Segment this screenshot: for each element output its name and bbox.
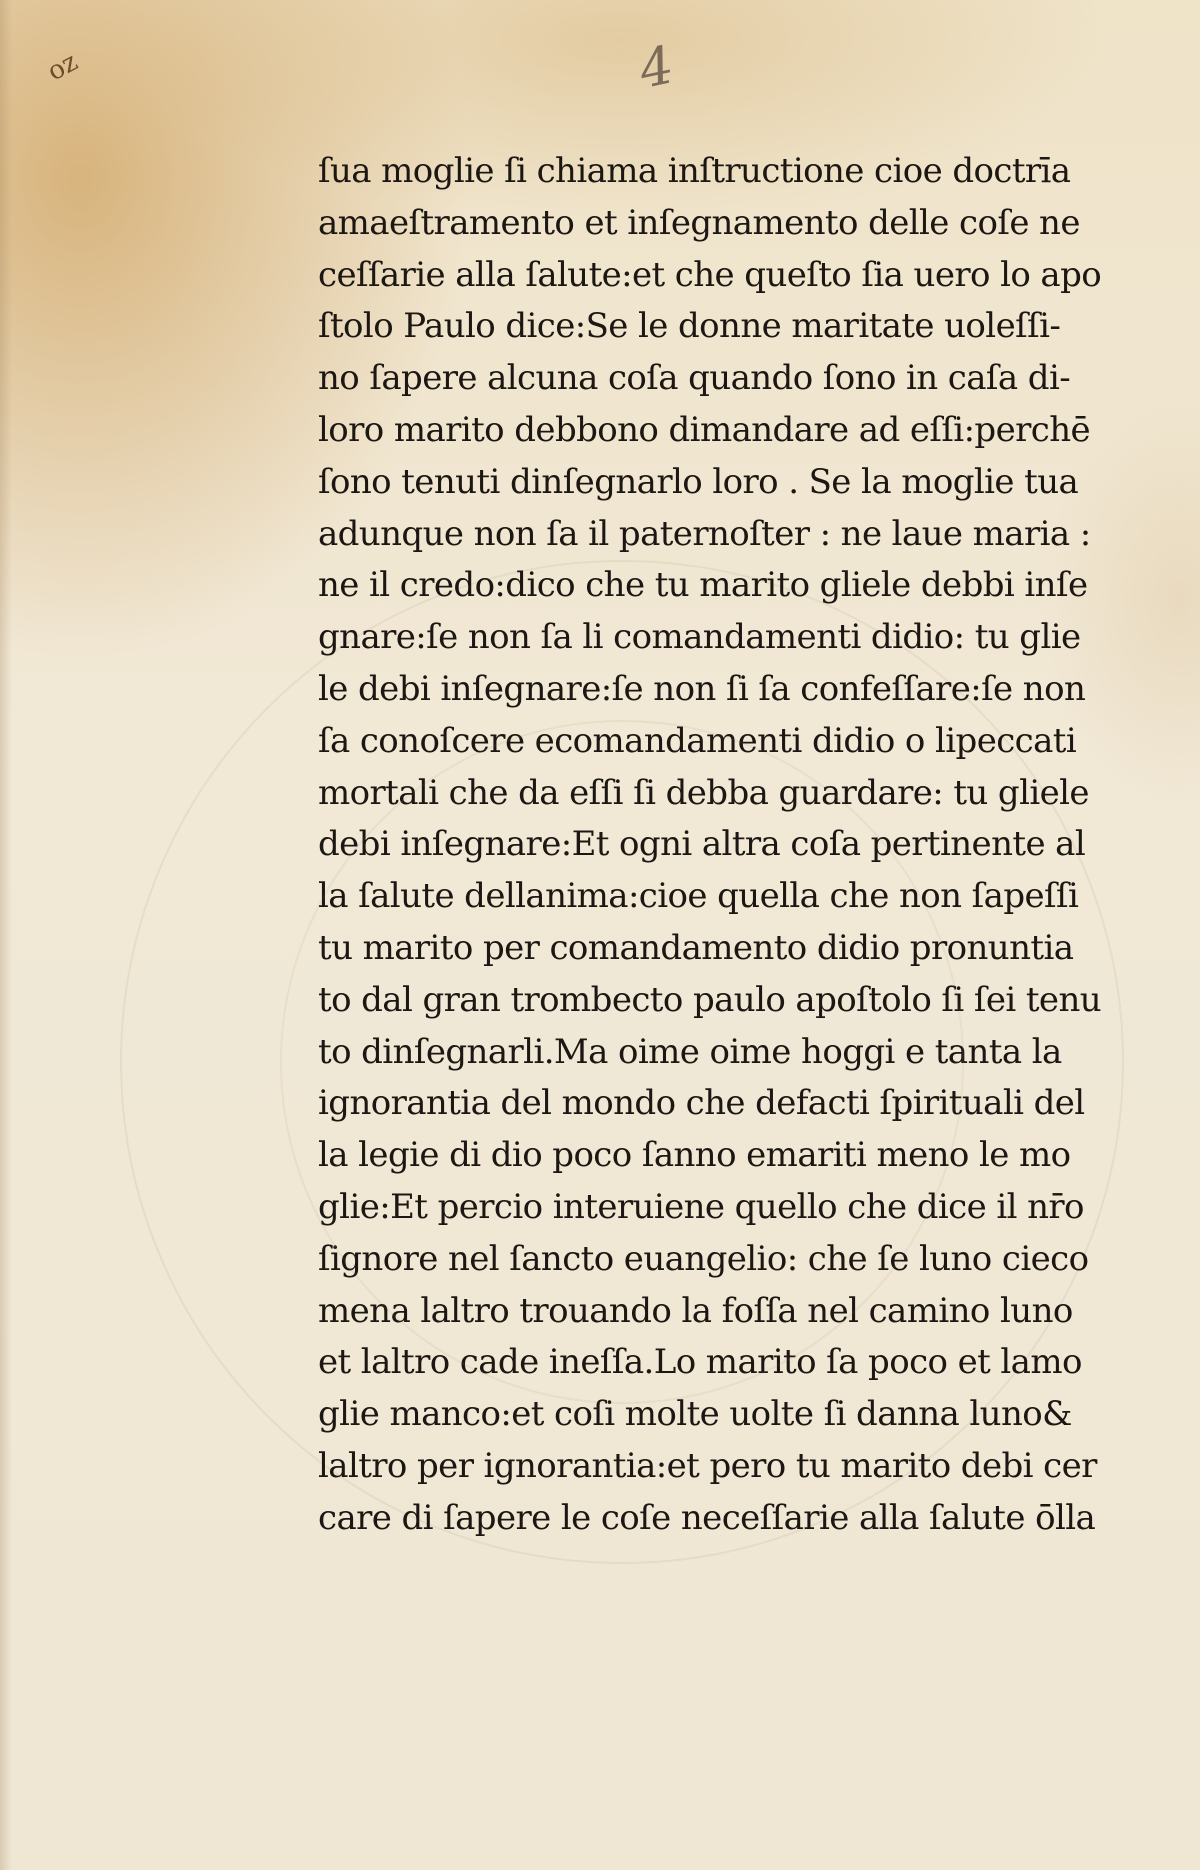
corner-annotation: oz	[42, 46, 83, 88]
text-line: to dal gran trombecto paulo apoſtolo ſi ſei tenu	[318, 979, 1102, 1020]
text-line: la legie di dio poco ſanno emariti meno le mo	[318, 1135, 1071, 1176]
text-line: laltro per ignorantia:et pero tu marito debi cer	[318, 1445, 1097, 1486]
text-line: et laltro cade ineſſa.Lo marito ſa poco et lamo	[318, 1342, 1082, 1383]
text-line: glie:Et percio interuiene quello che dice il nr̄o	[318, 1186, 1084, 1227]
text-line: loro marito debbono dimandare ad eſſi:perchē	[318, 409, 1091, 450]
text-line: debi inſegnare:Et ogni altra coſa pertinente al	[318, 824, 1086, 865]
body-text	[318, 146, 1128, 1545]
text-line: no ſapere alcuna coſa quando ſono in caſa di-	[318, 358, 1071, 399]
text-line: ſua moglie ſi chiama inſtructione cioe doctrīa	[318, 151, 1071, 191]
text-line: ceſſarie alla ſalute:et che queſto ſia uero lo apo	[318, 254, 1102, 295]
text-line: mena laltro trouando la foſſa nel camino luno	[318, 1290, 1073, 1331]
text-line: glie manco:et coſi molte uolte ſi danna luno&	[318, 1394, 1072, 1435]
text-line: gnare:ſe non ſa li comandamenti didio: tu glie	[318, 617, 1081, 658]
page-edge-shadow	[0, 0, 12, 1870]
text-line: mortali che da eſſi ſi debba guardare: tu gliele	[318, 772, 1089, 813]
text-line: amaeſtramento et inſegnamento delle coſe ne	[318, 202, 1080, 243]
text-line: tu marito per comandamento didio pronuntia	[318, 927, 1074, 968]
text-line: ne il credo:dico che tu marito gliele debbi inſe	[318, 565, 1088, 606]
folio-number: 4	[634, 35, 679, 101]
text-line: ſa conoſcere ecomandamenti didio o lipeccati	[318, 720, 1077, 761]
text-line: to dinſegnarli.Ma oime oime hoggi e tanta la	[318, 1031, 1062, 1072]
text-line: ignorantia del mondo che defacti ſpirituali del	[318, 1083, 1085, 1124]
text-line: care di ſapere le coſe neceſſarie alla ſalute ōlla	[318, 1497, 1096, 1538]
text-line: adunque non ſa il paternoſter : ne laue maria :	[318, 513, 1091, 554]
text-line: ſono tenuti dinſegnarlo loro . Se la moglie tua	[318, 461, 1079, 502]
text-line: la ſalute dellanima:cioe quella che non ſapeſſi	[318, 876, 1079, 917]
text-line: le debi inſegnare:ſe non ſi ſa confeſſare:ſe non	[318, 668, 1086, 709]
text-line: ſignore nel ſancto euangelio: che ſe luno cieco	[318, 1238, 1089, 1279]
text-line: ſtolo Paulo dice:Se le donne maritate uoleſſi-	[318, 306, 1061, 347]
